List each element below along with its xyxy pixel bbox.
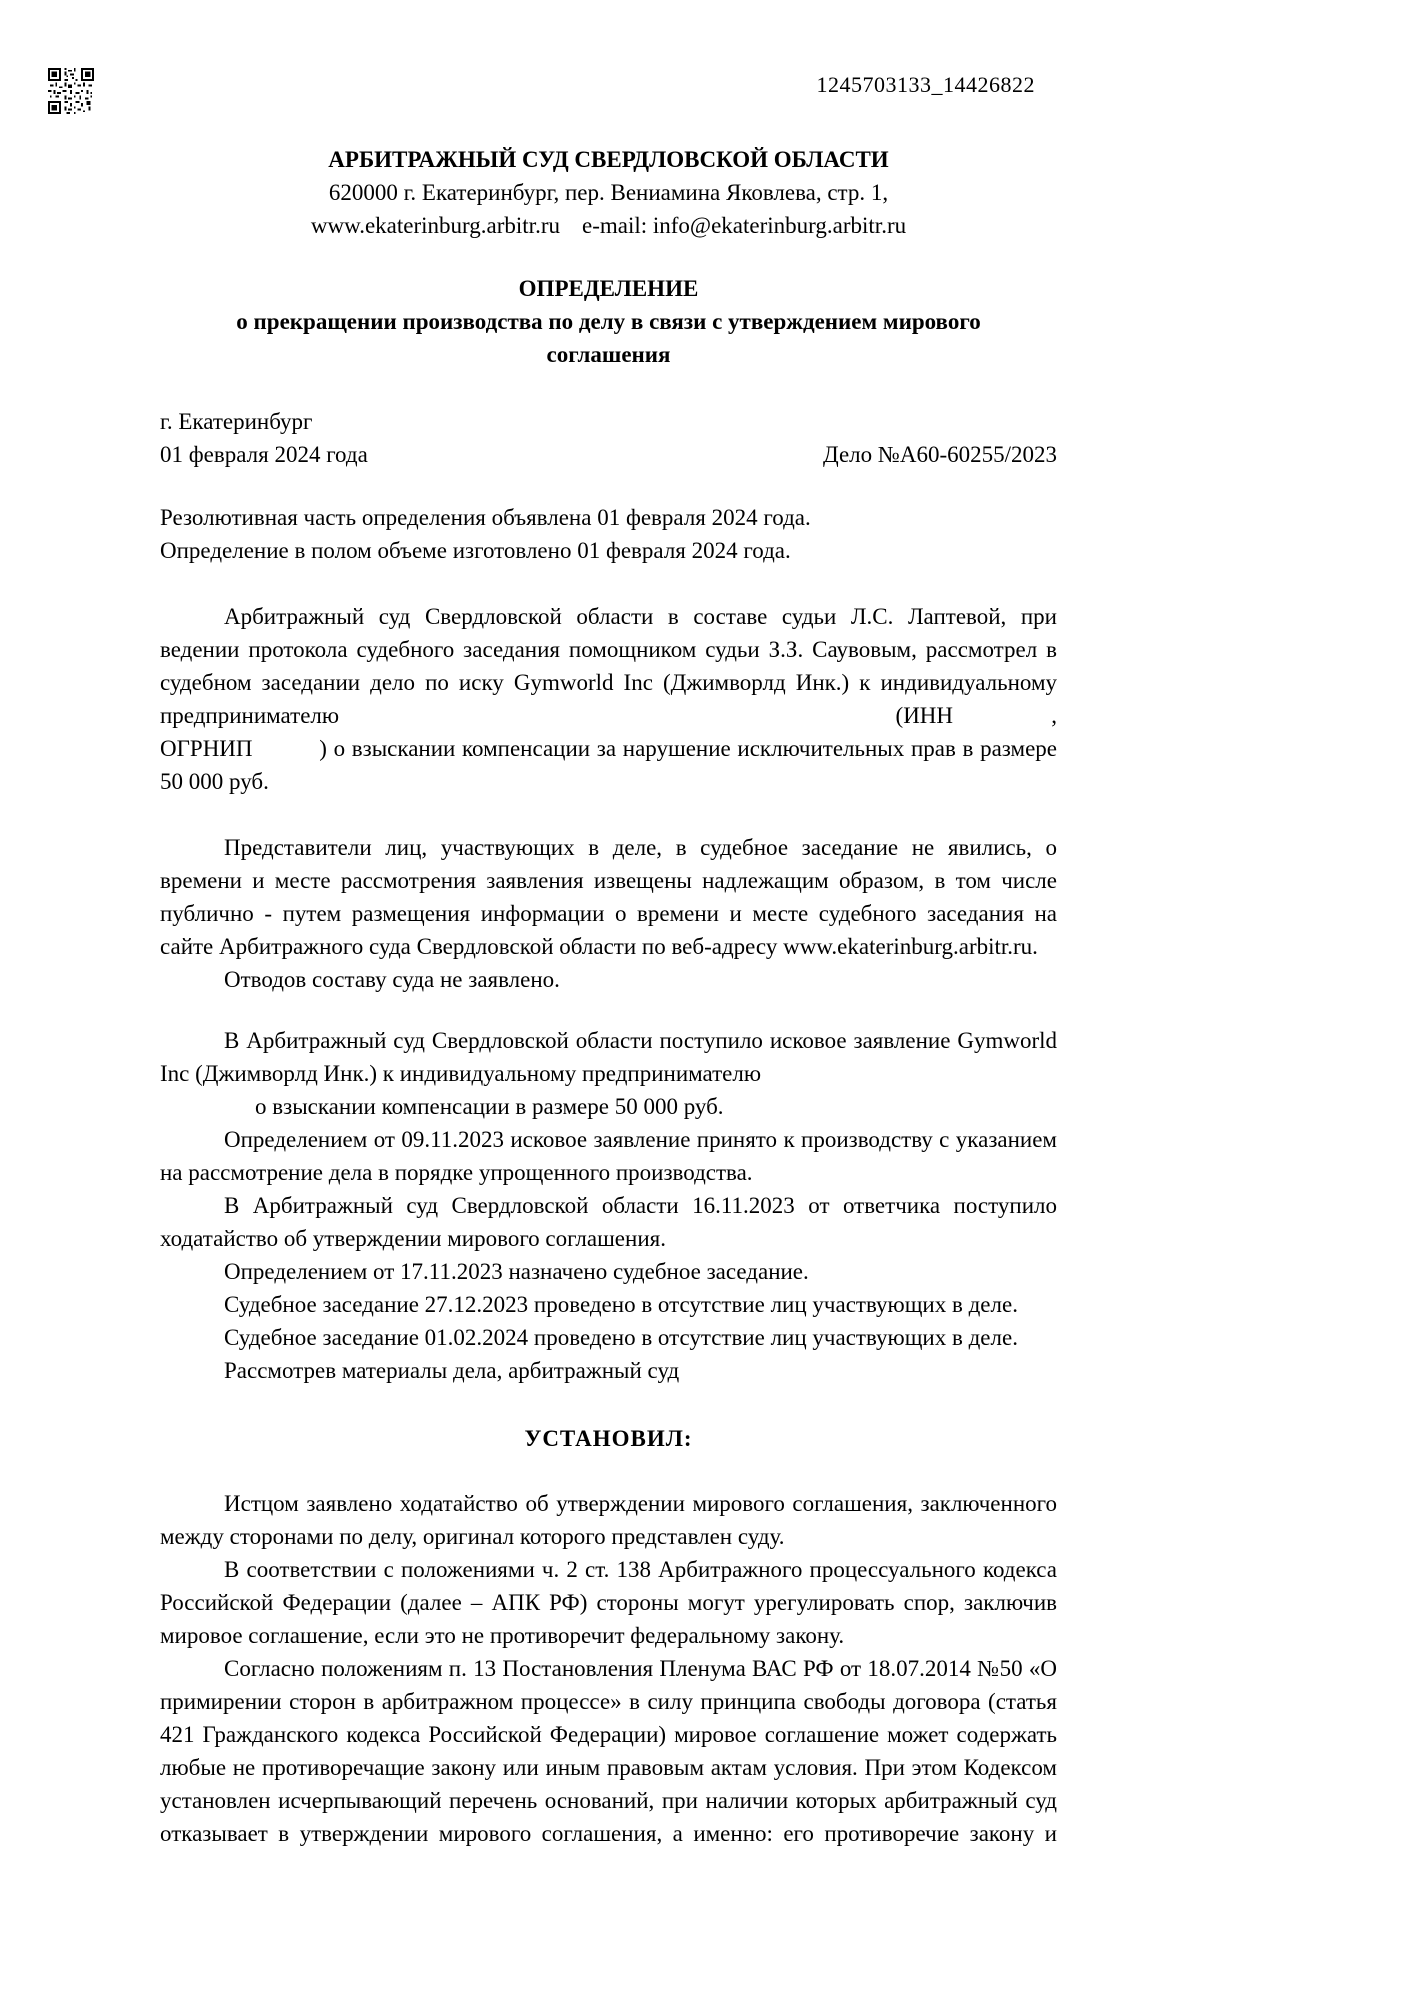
- court-website: www.ekaterinburg.arbitr.ru: [310, 213, 560, 238]
- settlement-requested-paragraph: Истцом заявлено ходатайство об утверждении мирового соглашения, заключенного между сторонами по делу, оригинал которого представлен суду.: [160, 1491, 1057, 1549]
- plenum-resolution-paragraph: Согласно положениям п. 13 Постановления Пленума ВАС РФ от 18.07.2014 №50 «О примирении сторон в арбитражном процессе» в силу принципа свободы договора (статья 421 Гражданского кодекса Российской Федерации) мировое соглашение может содержать любые не противоречащие закону или иным правовым актам условия. При этом Кодексом установлен исчерпывающий перечень оснований, при наличии которых арбитражный суд отказывает в утверждении мирового соглашения, а именно: его противоречие закону и: [160, 1656, 1057, 1846]
- resolution-full-text-line: Определение в полом объеме изготовлено 01 февраля 2024 года.: [160, 538, 791, 563]
- document-id: 1245703133_14426822: [816, 72, 1035, 97]
- attendance-section: [160, 831, 1057, 996]
- settlement-motion-paragraph: В Арбитражный суд Свердловской области 16.11.2023 от ответчика поступило ходатайство об утверждении мирового соглашения.: [160, 1193, 1057, 1251]
- ogrnip-label: ОГРНИП: [160, 736, 253, 761]
- case-history-section: [160, 1024, 1057, 1387]
- court-email: e-mail: info@ekaterinburg.arbitr.ru: [581, 213, 907, 238]
- no-recusals-paragraph: Отводов составу суда не заявлено.: [224, 967, 560, 992]
- qr-code-icon: [48, 60, 94, 122]
- document-content: [160, 0, 1057, 1850]
- court-address: 620000 г. Екатеринбург, пер. Вениамина Яковлева, стр. 1,: [328, 180, 889, 205]
- case-number: Дело №А60-60255/2023: [822, 442, 1057, 467]
- court-header: [160, 143, 1057, 242]
- case-date: 01 февраля 2024 года: [160, 442, 368, 467]
- hearing-01-02-2024-paragraph: Судебное заседание 01.02.2024 проведено в отсутствие лиц участвующих в деле.: [224, 1325, 1018, 1350]
- claim-subject-text: ) о взыскании компенсации за нарушение исключительных прав в размере 50 000 руб.: [160, 736, 1058, 794]
- hearing-27-12-2023-paragraph: Судебное заседание 27.12.2023 проведено в отсутствие лиц участвующих в деле.: [224, 1292, 1018, 1317]
- redacted-inn-value: [981, 722, 1051, 723]
- ruling-title-block: [160, 272, 1057, 371]
- claim-filed-paragraph: В Арбитражный суд Свердловской области поступило исковое заявление Gymworld Inc (Джимворлд Инк.) к индивидуальному предпринимателю: [160, 1028, 1057, 1086]
- established-heading: УСТАНОВИЛ:: [524, 1426, 693, 1451]
- court-contacts: [160, 209, 1057, 242]
- ruling-title: ОПРЕДЕЛЕНИЕ: [518, 276, 699, 301]
- court-name: АРБИТРАЖНЫЙ СУД СВЕРДЛОВСКОЙ ОБЛАСТИ: [328, 147, 889, 172]
- case-city: г. Екатеринбург: [160, 409, 313, 434]
- ruling-subtitle: о прекращении производства по делу в связи с утверждением мирового соглашения: [236, 309, 981, 367]
- resolution-dates: [160, 501, 1057, 567]
- inn-label: (ИНН: [895, 703, 954, 728]
- composition-text: Арбитражный суд Свердловской области в составе судьи Л.С. Лаптевой, при ведении протокола судебного заседания помощником судьи З.З. Саувовым, рассмотрел в судебном заседании дело по иску Gymworld Inc (Джимворлд Инк.) к индивидуальному предпринимателю: [160, 604, 1057, 728]
- apk-article-138-paragraph: В соответствии с положениями ч. 2 ст. 138 Арбитражного процессуального кодекса Российской Федерации (далее – АПК РФ) стороны могут урегулировать спор, заключив мировое соглашение, если это не противоречит федеральному закону.: [160, 1557, 1057, 1648]
- materials-considered-paragraph: Рассмотрев материалы дела, арбитражный суд: [224, 1358, 680, 1383]
- redacted-ogrnip-value: [259, 755, 319, 756]
- attendance-paragraph: Представители лиц, участвующих в деле, в судебное заседание не явились, о времени и месте рассмотрения заявления извещены надлежащим образом, в том числе публично - путем размещения информации о времени и месте судебного заседания на сайте Арбитражного суда Свердловской области по веб-адресу www.ekaterinburg.arbitr.ru.: [160, 835, 1057, 959]
- redacted-entrepreneur-name: [367, 722, 867, 723]
- established-section: [160, 1487, 1057, 1850]
- resolution-announced-line: Резолютивная часть определения объявлена 01 февраля 2024 года.: [160, 505, 811, 530]
- case-info: [160, 405, 1057, 471]
- court-composition-paragraph: [160, 600, 1057, 798]
- claim-filed-tail: о взыскании компенсации в размере 50 000 руб.: [255, 1094, 724, 1119]
- hearing-scheduled-paragraph: Определением от 17.11.2023 назначено судебное заседание.: [224, 1259, 809, 1284]
- case-date-number-row: [160, 438, 1057, 471]
- claim-accepted-paragraph: Определением от 09.11.2023 исковое заявление принято к производству с указанием на рассмотрение дела в порядке упрощенного производства.: [160, 1127, 1057, 1185]
- inn-comma: ,: [1051, 703, 1057, 728]
